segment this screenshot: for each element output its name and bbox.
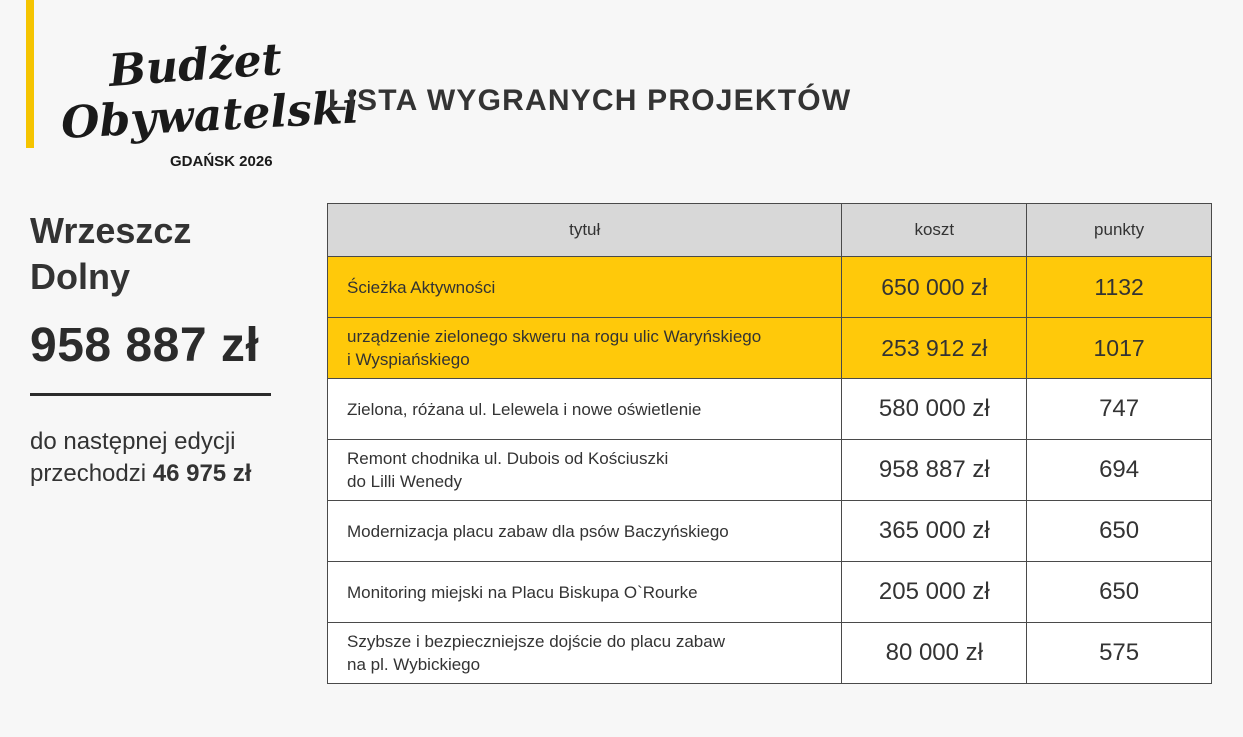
project-title — [328, 318, 842, 379]
project-cost: 580 000 zł — [842, 379, 1027, 440]
project-title-line1: urządzenie zielonego skweru na rogu ulic Waryńskiego — [347, 327, 762, 346]
project-title-line2: i Wyspiańskiego — [347, 350, 470, 369]
column-header-title: tytuł — [328, 204, 842, 257]
district-budget: 958 887 zł — [30, 319, 260, 372]
project-title — [328, 501, 842, 562]
project-title-line1: Monitoring miejski na Placu Biskupa O`Rourke — [347, 582, 698, 602]
table-row — [328, 562, 1212, 623]
table-header-row — [328, 204, 1212, 257]
svg-text:Obywatelski: Obywatelski — [59, 82, 361, 149]
project-cost: 650 000 zł — [842, 257, 1027, 318]
table-row — [328, 501, 1212, 562]
project-title-line1: Modernizacja placu zabaw dla psów Baczyńskiego — [347, 521, 729, 541]
project-title-line2: na pl. Wybickiego — [347, 655, 481, 674]
project-cost: 253 912 zł — [842, 318, 1027, 379]
table-row — [328, 379, 1212, 440]
page-title: LISTA WYGRANYCH PROJEKTÓW — [328, 84, 852, 117]
project-title-line1: Zielona, różana ul. Lelewela i nowe oświetlenie — [347, 399, 702, 419]
table-row-winner — [328, 318, 1212, 379]
project-title — [328, 562, 842, 623]
carryover-info — [30, 426, 251, 490]
divider — [30, 393, 271, 396]
project-title — [328, 257, 842, 318]
project-title — [328, 440, 842, 501]
budzet-obywatelski-logo — [59, 34, 361, 172]
project-title-line1: Szybsze i bezpieczniejsze dojście do placu zabaw — [347, 632, 725, 651]
district-name-line2: Dolny — [30, 256, 131, 297]
project-title — [328, 623, 842, 684]
project-points: 1017 — [1027, 318, 1212, 379]
project-title-line2: do Lilli Wenedy — [347, 472, 462, 491]
project-cost: 80 000 zł — [842, 623, 1027, 684]
table-row — [328, 440, 1212, 501]
project-points: 747 — [1027, 379, 1212, 440]
project-title-line1: Remont chodnika ul. Dubois od Kościuszki — [347, 449, 669, 468]
table-row — [328, 623, 1212, 684]
district-name-line1: Wrzeszcz — [30, 210, 192, 251]
project-points: 650 — [1027, 501, 1212, 562]
carryover-line1: do następnej edycji — [30, 428, 236, 455]
column-header-points: punkty — [1027, 204, 1212, 257]
table-row-winner — [328, 257, 1212, 318]
projects-table — [327, 203, 1212, 684]
district-name — [30, 208, 191, 300]
project-points: 575 — [1027, 623, 1212, 684]
project-cost: 365 000 zł — [842, 501, 1027, 562]
project-points: 1132 — [1027, 257, 1212, 318]
svg-text:GDAŃSK 2026: GDAŃSK 2026 — [170, 153, 273, 170]
project-cost: 205 000 zł — [842, 562, 1027, 623]
carryover-line2 — [30, 458, 251, 490]
project-title-line1: Ścieżka Aktywności — [347, 277, 496, 297]
carryover-amount: 46 975 zł — [152, 460, 252, 487]
carryover-prefix: przechodzi — [30, 460, 147, 487]
project-points: 694 — [1027, 440, 1212, 501]
accent-bar — [26, 0, 34, 148]
project-cost: 958 887 zł — [842, 440, 1027, 501]
svg-text:Budżet: Budżet — [107, 34, 284, 97]
project-points: 650 — [1027, 562, 1212, 623]
column-header-cost: koszt — [842, 204, 1027, 257]
project-title — [328, 379, 842, 440]
